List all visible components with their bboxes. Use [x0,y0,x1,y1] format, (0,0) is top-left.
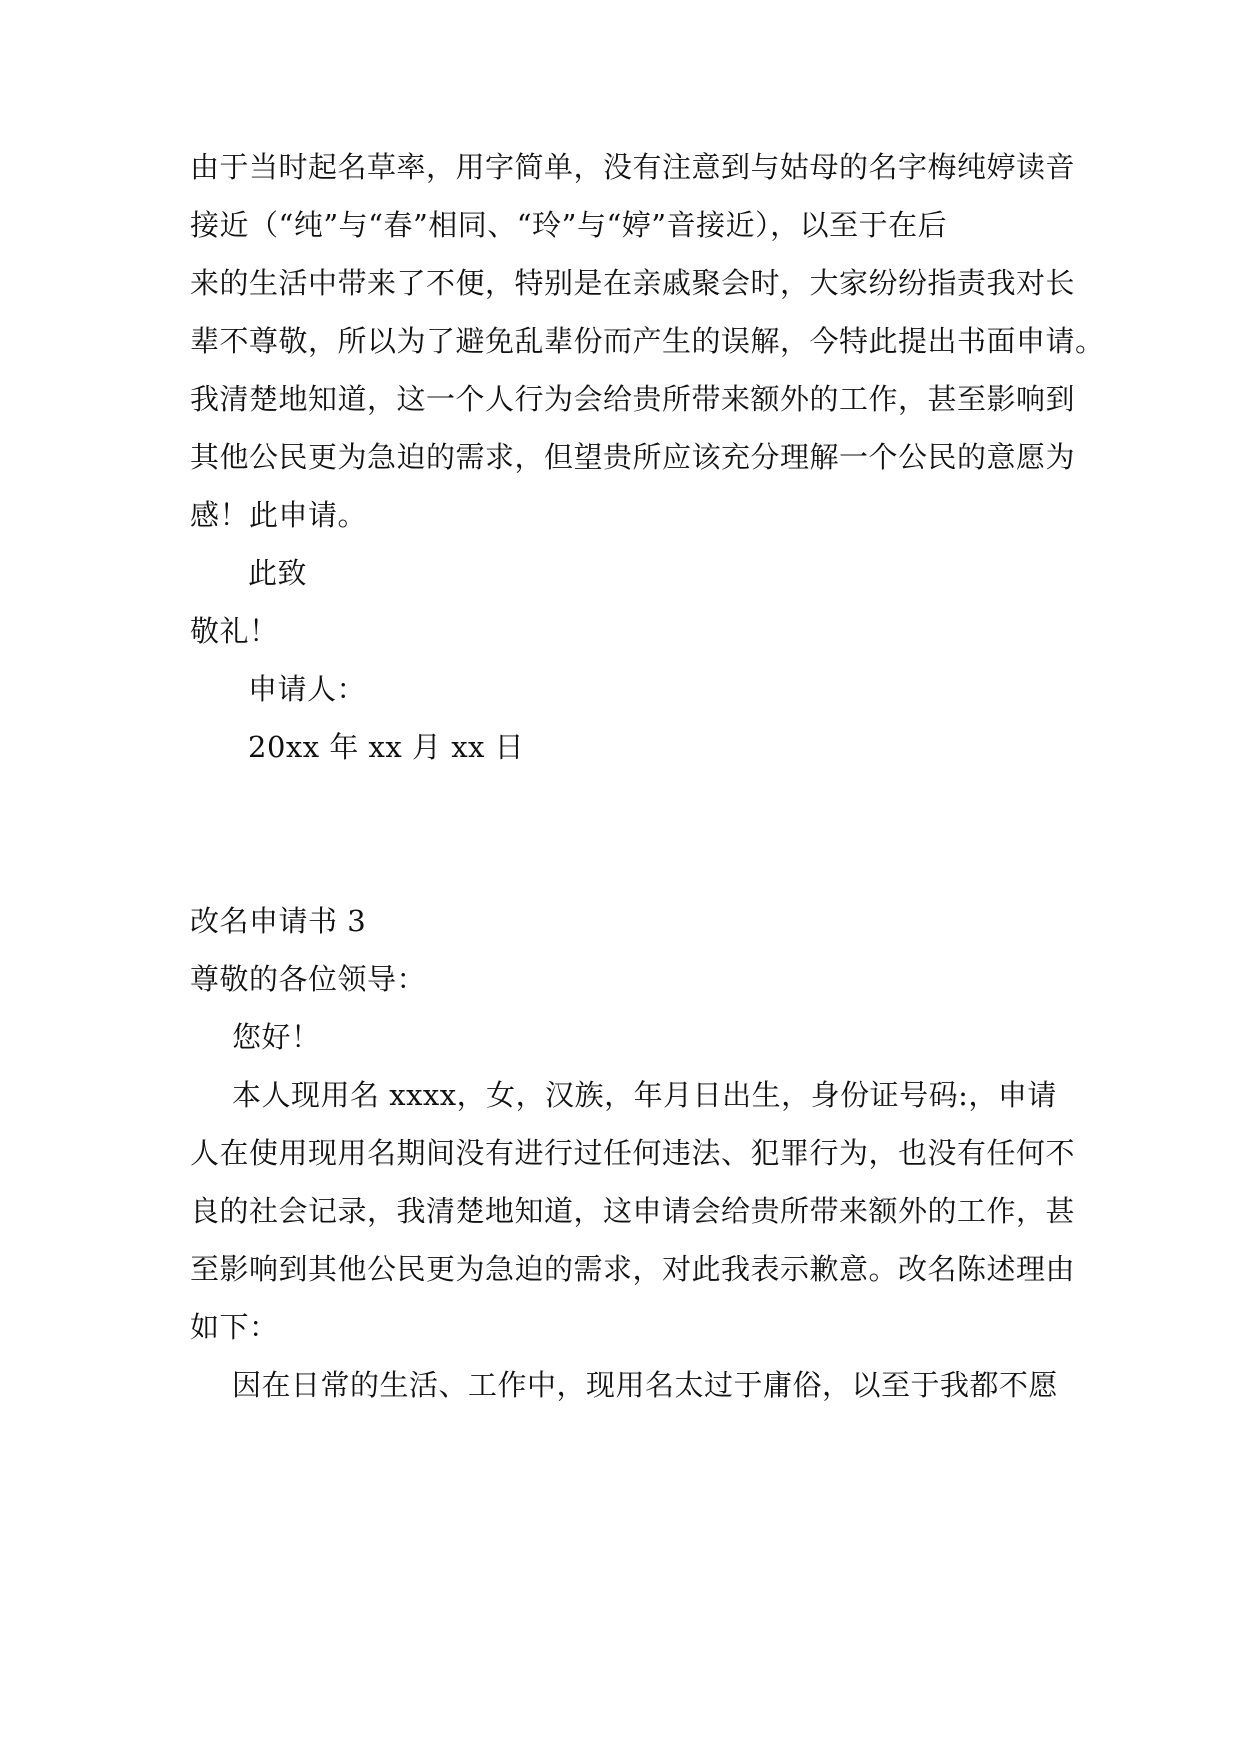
signature-date: 20xx 年 xx 月 xx 日 [248,730,525,764]
body-text-line: 良的社会记录，我清楚地知道，这申请会给贵所带来额外的工作，甚 [190,1194,1076,1228]
salutation: 尊敬的各位领导： [190,962,427,996]
closing-salutation: 此致 [248,556,308,590]
body-text-line: 人在使用现用名期间没有进行过任何违法、犯罪行为，也没有任何不 [190,1136,1076,1170]
body-text-line: 接近（“纯”与“春”相同、“玲”与“婷”音接近），以至于在后 [190,208,948,242]
closing-regards: 敬礼！ [190,614,279,648]
greeting: 您好！ [232,1020,321,1054]
section-title: 改名申请书 3 [190,904,367,938]
body-text-line: 来的生活中带来了不便，特别是在亲戚聚会时，大家纷纷指责我对长 [190,266,1076,300]
body-text-line: 辈不尊敬，所以为了避免乱辈份而产生的误解，今特此提出书面申请。 [190,324,1105,358]
body-text-line: 我清楚地知道，这一个人行为会给贵所带来额外的工作，甚至影响到 [190,382,1076,416]
body-text-line: 如下： [190,1310,279,1344]
body-text-line: 至影响到其他公民更为急迫的需求，对此我表示歉意。改名陈述理由 [190,1252,1076,1286]
applicant-label: 申请人： [248,672,367,706]
body-text-line: 感！此申请。 [190,498,368,532]
body-text-line: 由于当时起名草率，用字简单，没有注意到与姑母的名字梅纯婷读音 [190,150,1076,184]
body-text-line: 因在日常的生活、工作中，现用名太过于庸俗，以至于我都不愿 [232,1368,1059,1402]
body-text-line: 其他公民更为急迫的需求，但望贵所应该充分理解一个公民的意愿为 [190,440,1076,474]
body-text-line: 本人现用名 xxxx，女，汉族，年月日出生，身份证号码:，申请 [232,1078,1057,1112]
